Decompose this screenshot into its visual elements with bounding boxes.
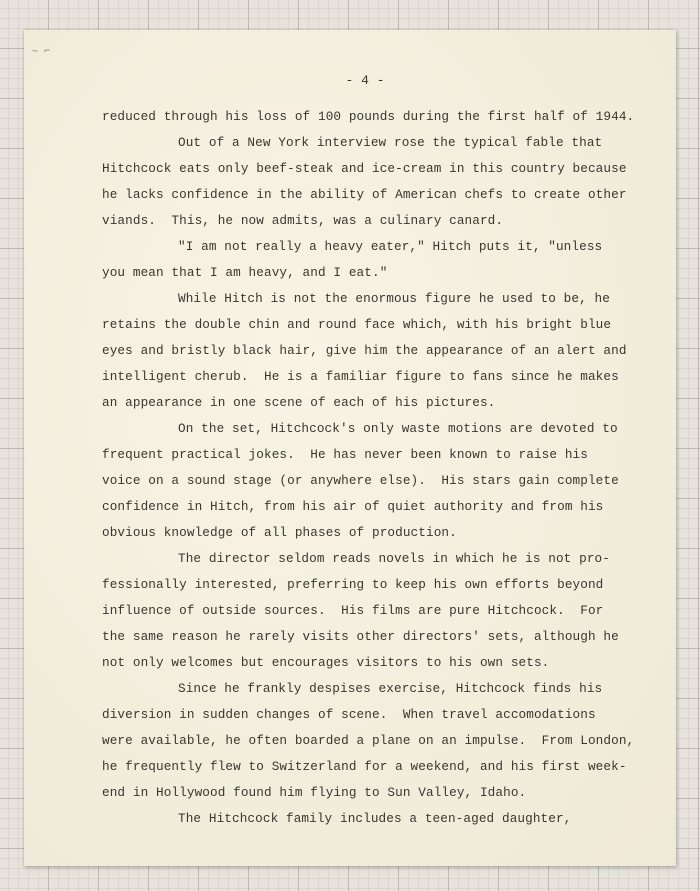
text-line: While Hitch is not the enormous figure he used to be, he [178, 291, 610, 306]
text-line: retains the double chin and round face which, with his bright blue [102, 317, 612, 332]
typed-page [24, 30, 676, 866]
text-line: Since he frankly despises exercise, Hitchcock finds his [178, 681, 603, 696]
text-line: viands. This, he now admits, was a culinary canard. [102, 213, 504, 228]
text-line: confidence in Hitch, from his air of quiet authority and from his [102, 499, 604, 514]
text-line: The director seldom reads novels in which he is not pro- [178, 551, 610, 566]
text-line: Hitchcock eats only beef-steak and ice-cream in this country because [102, 161, 627, 176]
text-line: obvious knowledge of all phases of production. [102, 525, 457, 540]
text-line: he frequently flew to Switzerland for a weekend, and his first week- [102, 759, 627, 774]
text-line: end in Hollywood found him flying to Sun Valley, Idaho. [102, 785, 527, 800]
text-line: diversion in sudden changes of scene. When travel accomodations [102, 707, 596, 722]
text-line: influence of outside sources. His films are pure Hitchcock. For [102, 603, 604, 618]
text-line: frequent practical jokes. He has never been known to raise his [102, 447, 588, 462]
text-line: eyes and bristly black hair, give him the appearance of an alert and [102, 343, 627, 358]
text-line: reduced through his loss of 100 pounds during the first half of 1944. [102, 109, 635, 124]
text-line: an appearance in one scene of each of his pictures. [102, 395, 496, 410]
text-line: voice on a sound stage (or anywhere else). His stars gain complete [102, 473, 619, 488]
corner-pencil-mark: ~ ⌐ [32, 46, 51, 57]
text-line: not only welcomes but encourages visitors to his own sets. [102, 655, 550, 670]
text-line: he lacks confidence in the ability of American chefs to create other [102, 187, 627, 202]
text-line: "I am not really a heavy eater," Hitch puts it, "unless [178, 239, 603, 254]
text-line: the same reason he rarely visits other directors' sets, although he [102, 629, 619, 644]
text-line: you mean that I am heavy, and I eat." [102, 265, 388, 280]
text-line: were available, he often boarded a plane on an impulse. From London, [102, 733, 635, 748]
text-line: On the set, Hitchcock's only waste motions are devoted to [178, 421, 618, 436]
text-line: The Hitchcock family includes a teen-aged daughter, [178, 811, 572, 826]
text-line: intelligent cherub. He is a familiar figure to fans since he makes [102, 369, 619, 384]
page-number: - 4 - [345, 73, 385, 88]
text-line: fessionally interested, preferring to keep his own efforts beyond [102, 577, 604, 592]
text-line: Out of a New York interview rose the typical fable that [178, 135, 603, 150]
